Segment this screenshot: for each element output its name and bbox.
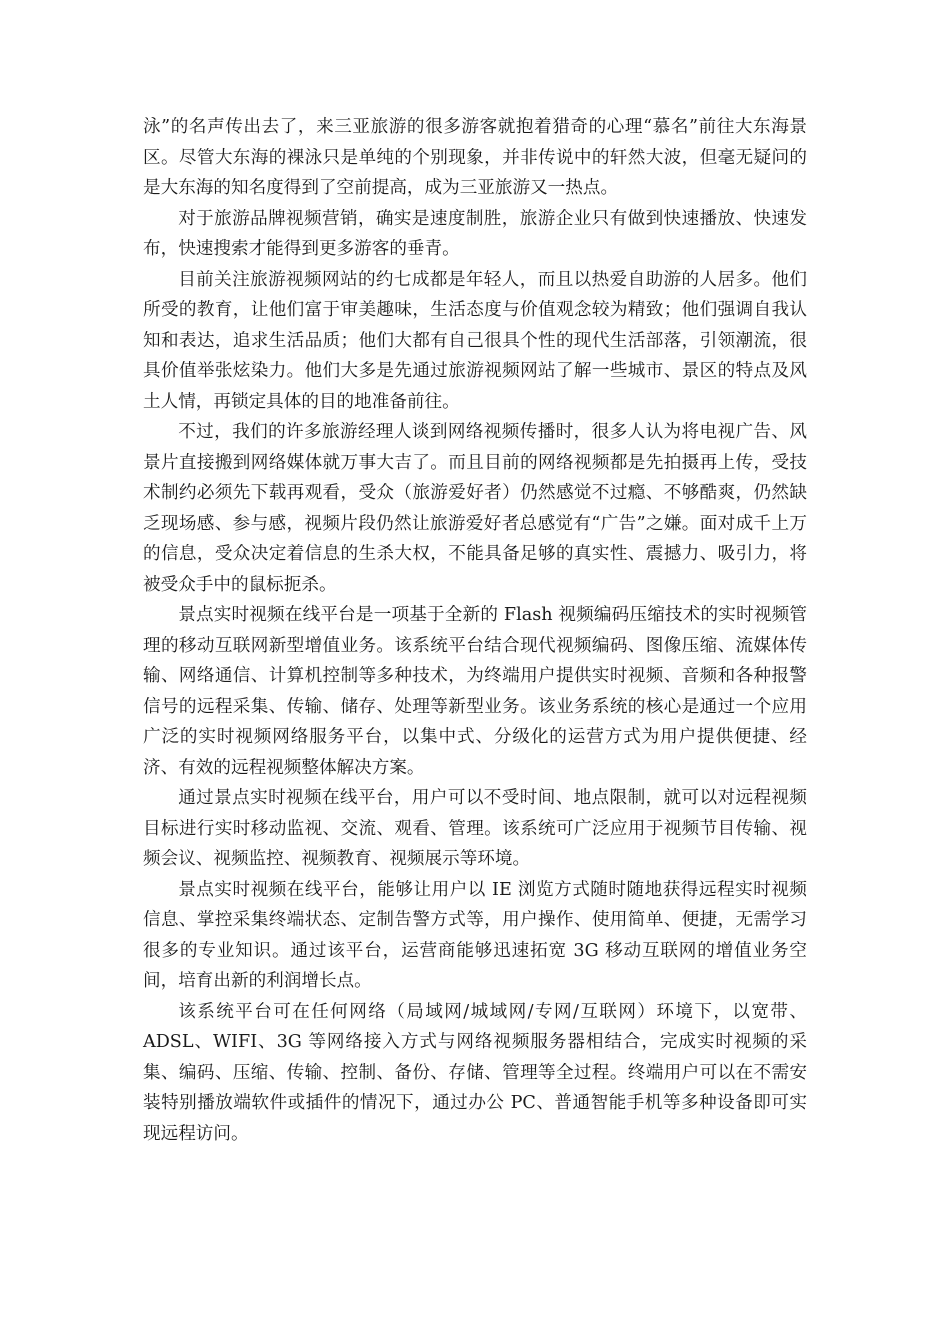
document-body	[143, 112, 807, 1149]
paragraph-speed: 对于旅游品牌视频营销，确实是速度制胜，旅游企业只有做到快速播放、快速发布，快速搜索才能得到更多游客的垂青。	[143, 208, 807, 259]
paragraph-platform-intro: 景点实时视频在线平台是一项基于全新的 Flash 视频编码压缩技术的实时视频管理的移动互联网新型增值业务。该系统平台结合现代视频编码、图像压缩、流媒体传输、网络通信、计算机控制等多种技术，为终端用户提供实时视频、音频和各种报警信号的远程采集、传输、储存、处理等新型业务。该业务系统的核心是通过一个应用广泛的实时视频网络服务平台，以集中式、分级化的运营方式为用户提供便捷、经济、有效的远程视频整体解决方案。	[143, 605, 807, 778]
paragraph-audience: 目前关注旅游视频网站的约七成都是年轻人，而且以热爱自助游的人居多。他们所受的教育，让他们富于审美趣味，生活态度与价值观念较为精致；他们强调自我认知和表达，追求生活品质；他们大都有自己很具个性的现代生活部落，引领潮流，很具价值举张炫染力。他们大多是先通过旅游视频网站了解一些城市、景区的特点及风土人情，再锁定具体的目的地准备前往。	[143, 269, 807, 412]
paragraph-continued: 泳”的名声传出去了，来三亚旅游的很多游客就抱着猎奇的心理“慕名”前往大东海景区。尽管大东海的裸泳只是单纯的个别现象，并非传说中的轩然大波，但毫无疑问的是大东海的知名度得到了空前提高，成为三亚旅游又一热点。	[143, 117, 807, 198]
paragraph-platform-benefits: 景点实时视频在线平台，能够让用户以 IE 浏览方式随时随地获得远程实时视频信息、掌控采集终端状态、定制告警方式等，用户操作、使用简单、便捷，无需学习很多的专业知识。通过该平台，运营商能够迅速拓宽 3G 移动互联网的增值业务空间，培育出新的利润增长点。	[143, 879, 807, 991]
paragraph-managers: 不过，我们的许多旅游经理人谈到网络视频传播时，很多人认为将电视广告、风景片直接搬到网络媒体就万事大吉了。而且目前的网络视频都是先拍摄再上传，受技术制约必须先下载再观看，受众（旅游爱好者）仍然感觉不过瘾、不够酷爽，仍然缺乏现场感、参与感，视频片段仍然让旅游爱好者总感觉有“广告”之嫌。面对成千上万的信息，受众决定着信息的生杀大权，不能具备足够的真实性、震撼力、吸引力，将被受众手中的鼠标扼杀。	[143, 422, 807, 595]
paragraph-platform-usage: 通过景点实时视频在线平台，用户可以不受时间、地点限制，就可以对远程视频目标进行实时移动监视、交流、观看、管理。该系统可广泛应用于视频节目传输、视频会议、视频监控、视频教育、视频展示等环境。	[143, 788, 807, 869]
paragraph-platform-network: 该系统平台可在任何网络（局域网/城域网/专网/互联网）环境下，以宽带、ADSL、WIFI、3G 等网络接入方式与网络视频服务器相结合，完成实时视频的采集、编码、压缩、传输、控制、备份、存储、管理等全过程。终端用户可以在不需安装特别播放端软件或插件的情况下，通过办公 PC、普通智能手机等多种设备即可实现远程访问。	[143, 1001, 807, 1144]
